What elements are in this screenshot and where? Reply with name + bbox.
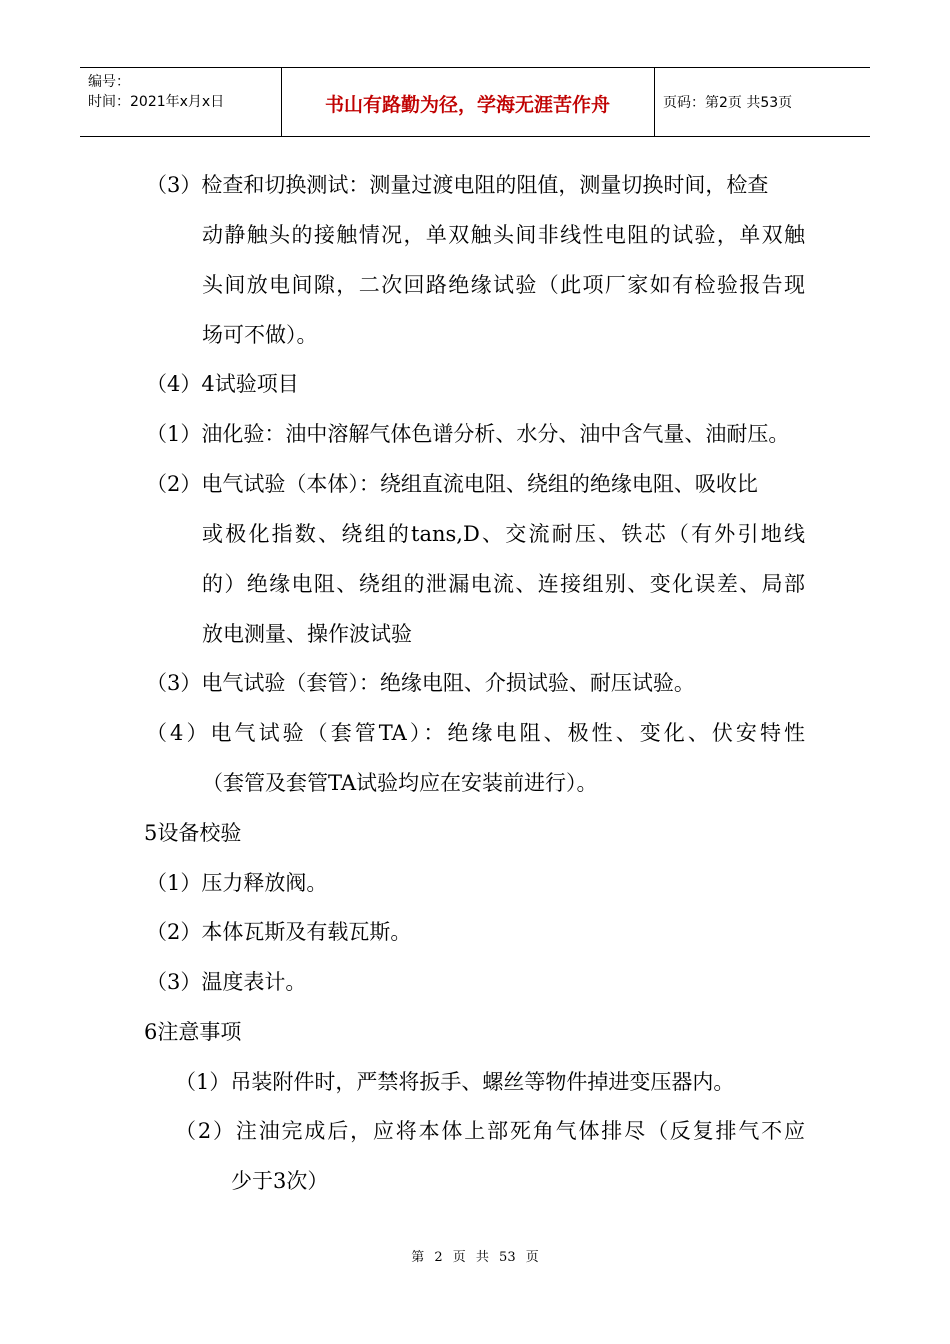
header-divider [654, 68, 655, 136]
text-line: （2）注油完成后，应将本体上部死角气体排尽（反复排气不应 [175, 1119, 805, 1143]
section-heading: 5设备校验 [144, 821, 242, 845]
text-line: 放电测量、操作波试验 [202, 622, 412, 646]
text-line: 的）绝缘电阻、绕组的泄漏电流、连接组别、变化误差、局部 [202, 572, 805, 596]
text-line: 或极化指数、绕组的tans,D、交流耐压、铁芯（有外引地线 [202, 522, 805, 546]
text-line: （4）4试验项目 [146, 372, 299, 396]
text-line: （1）吊装附件时，严禁将扳手、螺丝等物件掉进变压器内。 [175, 1070, 735, 1094]
date-label: 时间：2021年x月x日 [88, 94, 225, 110]
text-line: 动静触头的接触情况，单双触头间非线性电阻的试验，单双触 [202, 223, 805, 247]
page-header [80, 67, 870, 137]
text-line: （3）检查和切换测试：测量过渡电阻的阻值，测量切换时间，检查 [146, 173, 769, 197]
page-footer: 第 2 页 共 53 页 [411, 1250, 539, 1265]
header-info [88, 72, 224, 112]
text-line: （1）压力释放阀。 [146, 871, 328, 895]
section-heading: 6注意事项 [144, 1020, 242, 1044]
text-line: 场可不做）。 [202, 323, 318, 347]
text-line: 少于3次） [231, 1169, 329, 1193]
text-line: （4）电气试验（套管TA）：绝缘电阻、极性、变化、伏安特性 [146, 721, 805, 745]
number-label: 编号： [88, 74, 130, 90]
header-motto: 书山有路勤为径，学海无涯苦作舟 [324, 94, 610, 116]
text-line: （2）本体瓦斯及有载瓦斯。 [146, 920, 412, 944]
text-line: （3）电气试验（套管）：绝缘电阻、介损试验、耐压试验。 [146, 671, 695, 695]
text-line: （套管及套管TA试验均应在安装前进行）。 [202, 771, 598, 795]
header-page-label: 页码：第2页 共53页 [663, 95, 793, 111]
text-line: （3）温度表计。 [146, 970, 307, 994]
text-line: 头间放电间隙，二次回路绝缘试验（此项厂家如有检验报告现 [202, 273, 805, 297]
text-line: （1）油化验：油中溶解气体色谱分析、水分、油中含气量、油耐压。 [146, 422, 790, 446]
text-line: （2）电气试验（本体）：绕组直流电阻、绕组的绝缘电阻、吸收比 [146, 472, 758, 496]
